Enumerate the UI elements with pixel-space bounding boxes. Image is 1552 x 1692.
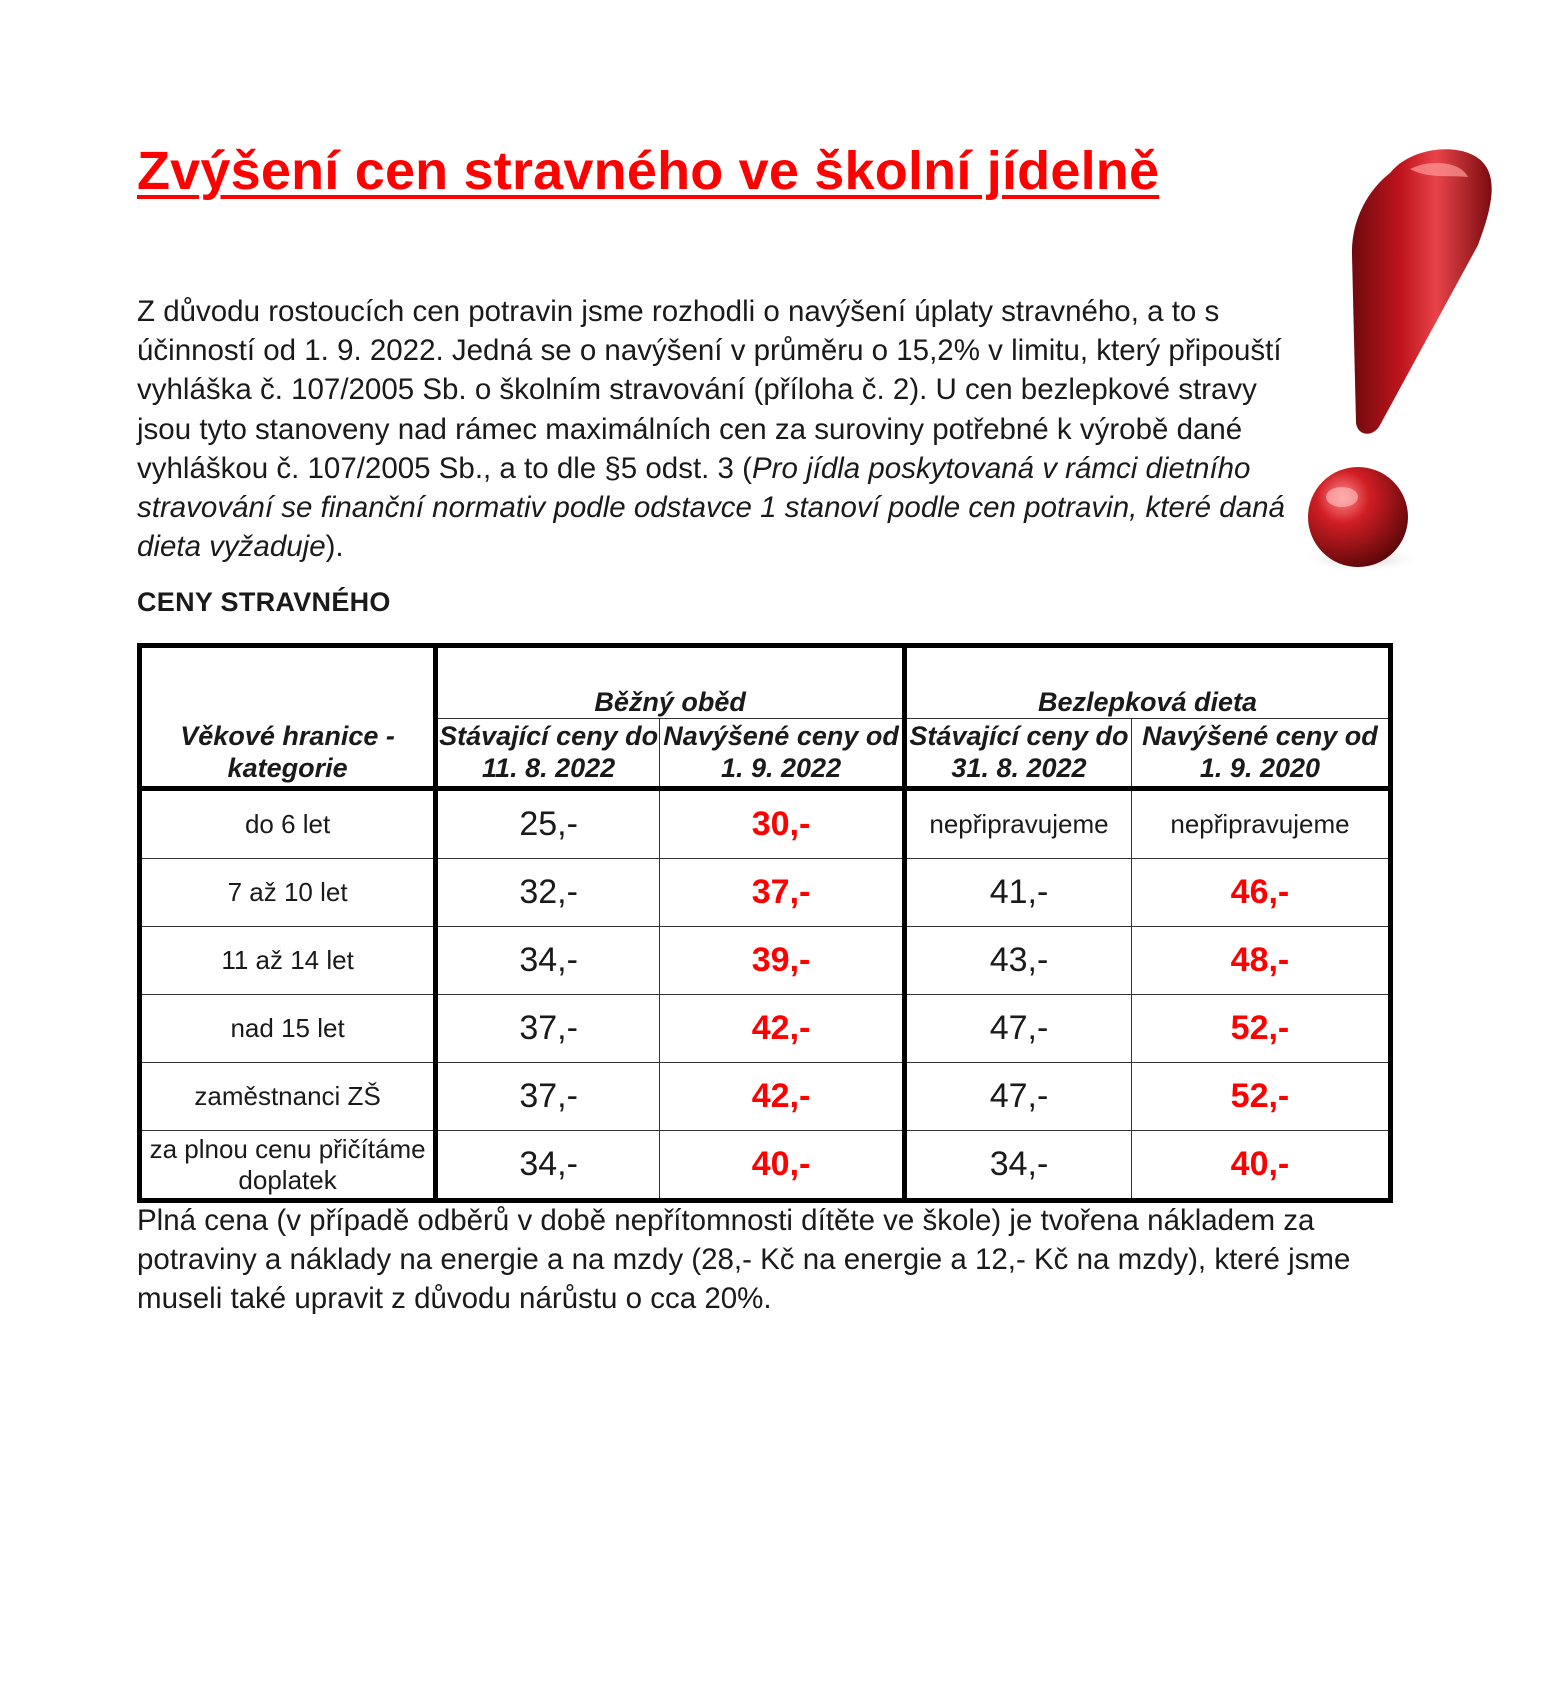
category-cell: za plnou cenu přičítáme doplatek xyxy=(140,1131,436,1201)
gf-old-price: 34,- xyxy=(905,1131,1132,1201)
regular-new-price: 40,- xyxy=(660,1131,905,1201)
table-row xyxy=(140,859,1391,927)
gf-new-price: 46,- xyxy=(1131,859,1390,927)
category-cell: zaměstnanci ZŠ xyxy=(140,1063,436,1131)
gf-new-price: 52,- xyxy=(1131,995,1390,1063)
gf-new-price: 52,- xyxy=(1131,1063,1390,1131)
gf-old-price: nepřipravujeme xyxy=(905,789,1132,859)
regular-old-price: 34,- xyxy=(436,927,660,995)
gf-old-price: 41,- xyxy=(905,859,1132,927)
exclamation-mark-icon xyxy=(1300,135,1510,605)
section-heading: CENY STRAVNÉHO xyxy=(137,587,391,617)
table-row xyxy=(140,1131,1391,1201)
intro-text-end: ). xyxy=(325,530,344,564)
category-cell: 7 až 10 let xyxy=(140,859,436,927)
category-cell: do 6 let xyxy=(140,789,436,859)
regular-old-price: 32,- xyxy=(436,859,660,927)
group-header-regular: Běžný oběd xyxy=(436,646,905,719)
subheader-regular-old: Stávající ceny do 11. 8. 2022 xyxy=(436,718,660,788)
regular-new-price: 42,- xyxy=(660,995,905,1063)
intro-italic-quote: Pro jídla poskytovaná v rámci dietního stravování se finanční normativ podle odstavce 1 stanoví podle cen potravin, které daná dieta vyžaduje xyxy=(137,451,1285,564)
page-title: Zvýšení cen stravného ve školní jídelně xyxy=(137,141,1160,201)
gf-new-price: 48,- xyxy=(1131,927,1390,995)
footer-paragraph: Plná cena (v případě odběrů v době nepřítomnosti dítěte ve škole) je tvořena nákladem za potraviny a náklady na energie a na mzdy (28,- Kč na energie a 12,- Kč na mzdy), které jsme museli také upravit z důvodu nárůstu o cca 20%. xyxy=(137,1204,1351,1316)
regular-old-price: 37,- xyxy=(436,1063,660,1131)
table-row xyxy=(140,927,1391,995)
category-cell: nad 15 let xyxy=(140,995,436,1063)
regular-new-price: 30,- xyxy=(660,789,905,859)
subheader-gf-new: Navýšené ceny od 1. 9. 2020 xyxy=(1131,718,1390,788)
table-row xyxy=(140,995,1391,1063)
gf-old-price: 47,- xyxy=(905,1063,1132,1131)
regular-new-price: 39,- xyxy=(660,927,905,995)
intro-text: Z důvodu rostoucích cen potravin jsme rozhodli o navýšení úplaty stravného, a to s účinností od 1. 9. 2022. Jedná se o navýšení v průměru o 15,2% v limitu, který připouští vyhláška č. 107/2005 Sb. o školním stravování (příloha č. 2). U cen bezlepkové stravy jsou tyto stanoveny nad rámec maximálních cen za suroviny potřebné k výrobě dané vyhláškou č. 107/2005 Sb., a to dle §5 odst. 3 ( xyxy=(137,295,1282,485)
group-header-gluten-free: Bezlepková dieta xyxy=(905,646,1391,719)
price-table xyxy=(137,643,1393,1203)
gf-new-price: nepřipravujeme xyxy=(1131,789,1390,859)
gf-new-price: 40,- xyxy=(1131,1131,1390,1201)
regular-new-price: 42,- xyxy=(660,1063,905,1131)
regular-old-price: 37,- xyxy=(436,995,660,1063)
regular-new-price: 37,- xyxy=(660,859,905,927)
table-row xyxy=(140,1063,1391,1131)
regular-old-price: 34,- xyxy=(436,1131,660,1201)
subheader-gf-old: Stávající ceny do 31. 8. 2022 xyxy=(905,718,1132,788)
subheader-regular-new: Navýšené ceny od 1. 9. 2022 xyxy=(660,718,905,788)
gf-old-price: 43,- xyxy=(905,927,1132,995)
category-header: Věkové hranice - kategorie xyxy=(140,646,436,789)
table-row xyxy=(140,789,1391,859)
gf-old-price: 47,- xyxy=(905,995,1132,1063)
category-cell: 11 až 14 let xyxy=(140,927,436,995)
regular-old-price: 25,- xyxy=(436,789,660,859)
intro-paragraph xyxy=(137,292,1312,566)
